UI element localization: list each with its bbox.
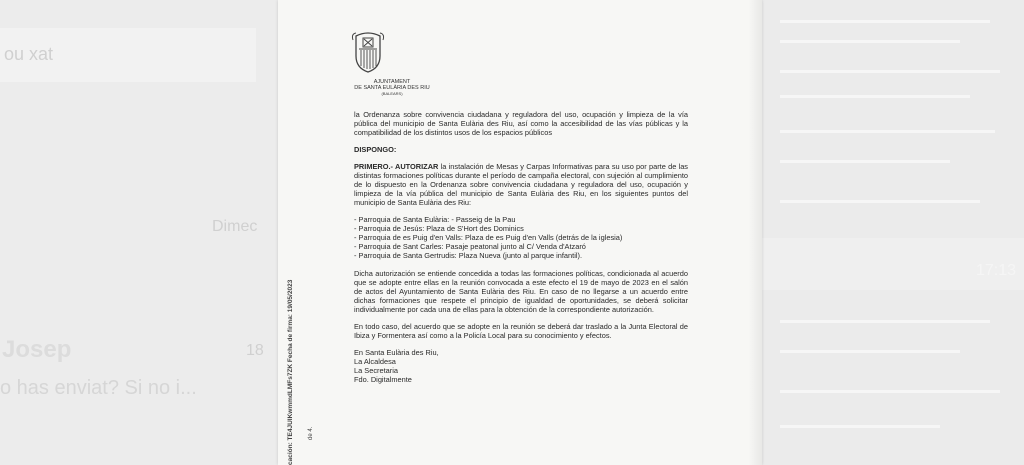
- signature-line: Fdo. Digitalmente: [354, 375, 412, 384]
- ghost-message-time: 17:13: [976, 262, 1017, 279]
- list-item: - Parroquia de Jesús: Plaza de S'Hort des Dominics: [354, 224, 524, 233]
- municipality-name: [322, 79, 462, 97]
- chat-left-panel: [0, 0, 280, 465]
- list-item: - Parroquia de Sant Carles: Pasaje peatonal junto al C/ Venda d'Atzaró: [354, 242, 586, 251]
- ghost-contact-time: 18: [246, 342, 264, 359]
- document-body: [354, 110, 688, 384]
- ghost-line: [780, 20, 990, 23]
- authorization-paragraph: Dicha autorización se entiende concedida a todas las formaciones políticas, condicionada al acuerdo que se adopte entre ellas en la reunión convocada a este efecto el 19 de mayo de 2023 en el salón de actos del Ayuntamiento de Santa Eulària des Riu. En caso de no llegarse a un acuerdo entre dichas formaciones que respete el principio de igualdad de oportunidades, se deberá solicitar individualmente por cada una de ellas para la obtención de la correspondiente autorización.: [354, 269, 688, 314]
- ghost-line: [780, 160, 950, 163]
- verification-stamp-text: cación: TE4JUIKwmmdLMFs7ZK Fecha de firma: 19/05/2023: [287, 279, 294, 465]
- document-image[interactable]: [278, 0, 762, 465]
- primero-paragraph: [354, 162, 688, 207]
- primero-label: PRIMERO.- AUTORIZAR: [354, 162, 439, 171]
- ghost-search-text: ou xat: [4, 44, 54, 64]
- signature-line: En Santa Eulària des Riu,: [354, 348, 439, 357]
- org-line: AJUNTAMENT: [373, 79, 411, 85]
- dispongo-heading: DISPONGO:: [354, 145, 397, 154]
- org-line: DE SANTA EULÀRIA DES RIU: [354, 85, 430, 91]
- signature-block: [354, 348, 688, 384]
- list-item: - Parroquia de Santa Eulària: - Passeig de la Pau: [354, 215, 516, 224]
- ghost-line: [780, 320, 990, 323]
- ghost-line: [780, 95, 970, 98]
- signature-line: La Secretaria: [354, 366, 398, 375]
- coat-of-arms-icon: [350, 30, 386, 74]
- locations-list: [354, 215, 688, 260]
- ghost-line: [780, 200, 980, 203]
- ghost-line: [780, 390, 1000, 393]
- ghost-line: [780, 425, 940, 428]
- page-shadow: [748, 0, 762, 465]
- notification-paragraph: En todo caso, del acuerdo que se adopte en la reunión se deberá dar traslado a la Junta Electoral de Ibiza y Formentera así como a la Policía Local para su conocimiento y efectos.: [354, 322, 688, 340]
- ghost-message-preview: o has enviat? Si no i...: [0, 377, 197, 399]
- verification-stamp: [282, 150, 296, 465]
- ghost-line: [780, 130, 995, 133]
- ghost-line: [780, 350, 960, 353]
- list-item: - Parroquia de es Puig d'en Valls: Plaza de es Puig d'en Valls (detrás de la iglesia): [354, 233, 623, 242]
- chat-right-panel: [762, 0, 1024, 465]
- list-item: - Parroquia de Santa Gertrudis: Plaza Nueva (junto al parque infantil).: [354, 251, 583, 260]
- ghost-date-divider: Dimec: [212, 218, 258, 235]
- primero-text: la instalación de Mesas y Carpas Informativas para su uso por parte de las distintas formaciones políticas durante el período de campaña electoral, con sujeción al cumplimiento de lo dispuesto en la Ordenanza sobre convivencia ciudadana y reguladora del uso, ocupación y limpieza de la vía pública del municipio de Santa Eulària des Riu, en los siguientes puntos del municipio de Santa Eulària des Riu:: [354, 162, 688, 207]
- intro-paragraph: la Ordenanza sobre convivencia ciudadana y reguladora del uso, ocupación y limpieza de la vía pública del municipio de Santa Eulària des Riu, así como la accesibilidad de las vías públicas y la compatibilidad de los distintos usos de los espacios públicos: [354, 110, 688, 137]
- ghost-line: [780, 70, 1000, 73]
- page-count-fragment: de 4.: [308, 426, 314, 440]
- org-line: (BALEARS): [381, 91, 403, 96]
- ghost-contact-name: Josep: [2, 336, 72, 363]
- ghost-line: [780, 40, 960, 43]
- signature-line: La Alcaldesa: [354, 357, 396, 366]
